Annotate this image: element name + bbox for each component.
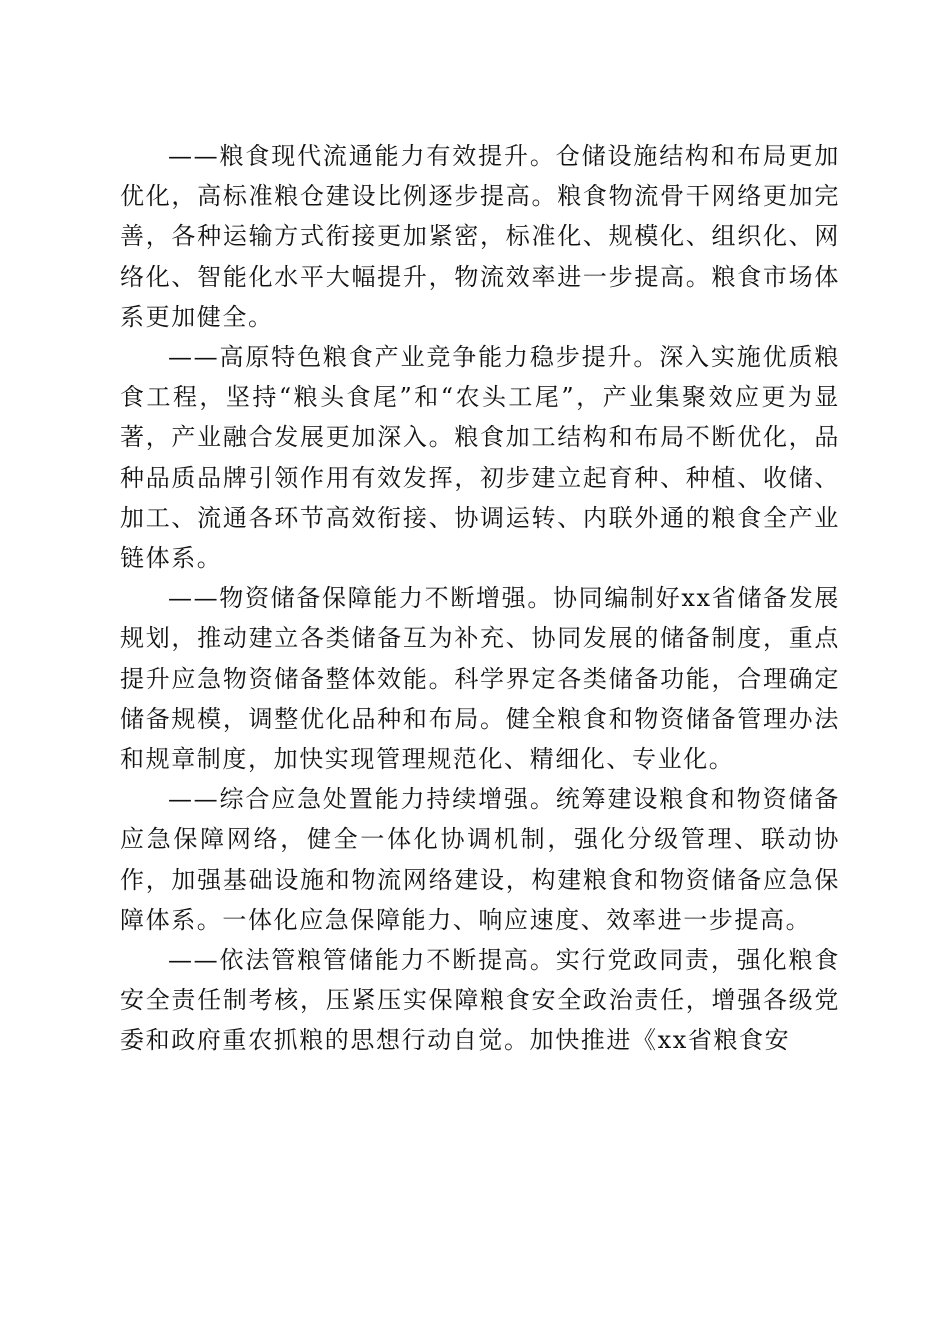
paragraph-material-reserve: ——物资储备保障能力不断增强。协同编制好xx省储备发展规划，推动建立各类储备互为补充、协同发展的储备制度，重点提升应急物资储备整体效能。科学界定各类储备功能，合理确定储备规模，调整优化品种和布局。健全粮食和物资储备管理办法和规章制度，加快实现管理规范化、精细化、专业化。 bbox=[120, 584, 840, 774]
paragraph-grain-industry: ——高原特色粮食产业竞争能力稳步提升。深入实施优质粮食工程，坚持“粮头食尾”和“农头工尾”，产业集聚效应更为显著，产业融合发展更加深入。粮食加工结构和布局不断优化，品种品质品牌引领作用有效发挥，初步建立起育种、种植、收储、加工、流通各环节高效衔接、协调运转、内联外通的粮食全产业链体系。 bbox=[120, 343, 840, 573]
document-body bbox=[120, 136, 840, 1061]
paragraph-grain-circulation: ——粮食现代流通能力有效提升。仓储设施结构和布局更加优化，高标准粮仓建设比例逐步提高。粮食物流骨干网络更加完善，各种运输方式衔接更加紧密，标准化、规模化、组织化、网络化、智能化水平大幅提升，物流效率进一步提高。粮食市场体系更加健全。 bbox=[120, 142, 840, 331]
paragraph-legal-management: ——依法管粮管储能力不断提高。实行党政同责，强化粮食安全责任制考核，压紧压实保障粮食安全政治责任，增强各级党委和政府重农抓粮的思想行动自觉。加快推进《xx省粮食安 bbox=[120, 946, 840, 1055]
paragraph-emergency-response: ——综合应急处置能力持续增强。统筹建设粮食和物资储备应急保障网络，健全一体化协调机制，强化分级管理、联动协作，加强基础设施和物流网络建设，构建粮食和物资储备应急保障体系。一体化应急保障能力、响应速度、效率进一步提高。 bbox=[120, 785, 840, 934]
